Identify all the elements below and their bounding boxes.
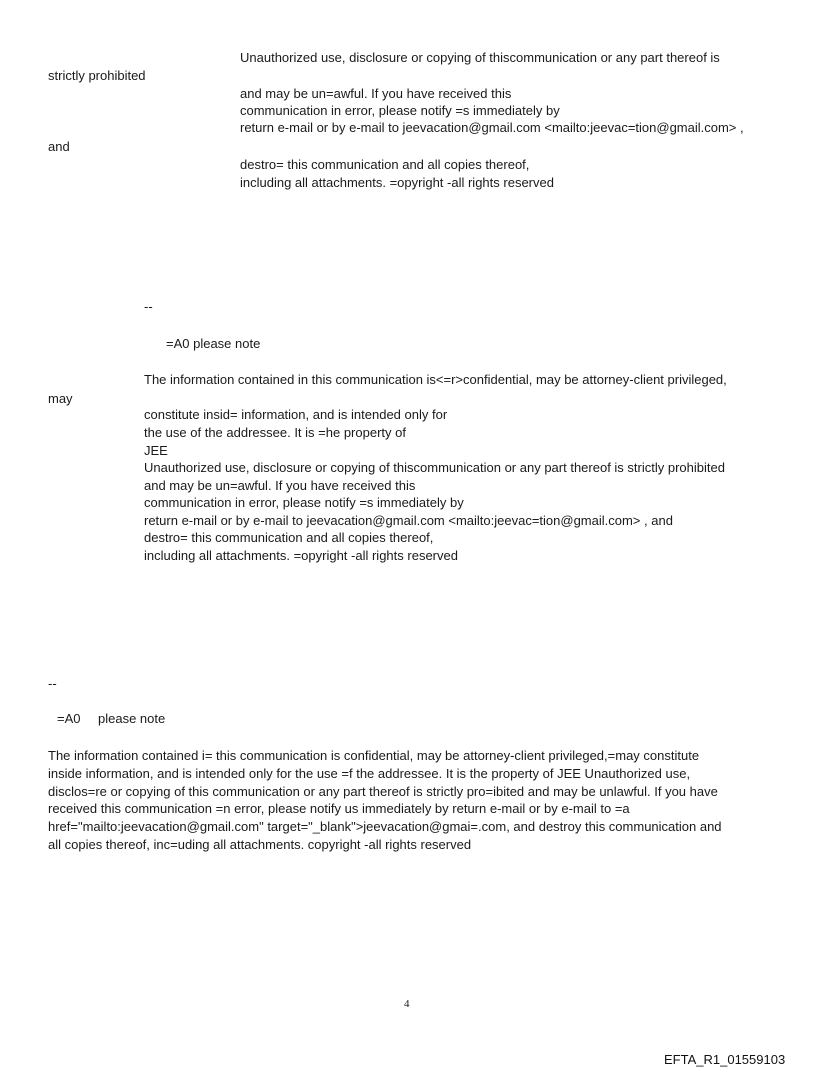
page-number: 4 bbox=[404, 998, 410, 1010]
block3-note-marker: =A0 bbox=[57, 711, 81, 726]
block3-line1: The information contained i= this communication is confidential, may be attorney-client privileged,=may constitute bbox=[48, 748, 700, 763]
block1-line7: destro= this communication and all copies thereof, bbox=[240, 157, 530, 172]
block1-line3: and may be un=awful. If you have received this bbox=[240, 86, 512, 101]
document-id: EFTA_R1_01559103 bbox=[664, 1052, 786, 1067]
block3-line6: all copies thereof, inc=uding all attachments. copyright -all rights reserved bbox=[48, 837, 472, 852]
block1-line4: communication in error, please notify =s immediately by bbox=[240, 103, 560, 118]
block2-please-note: =A0 please note bbox=[166, 336, 261, 351]
block2-line8: communication in error, please notify =s immediately by bbox=[144, 495, 464, 510]
block1-line1: Unauthorized use, disclosure or copying of thiscommunication or any part thereof is bbox=[240, 50, 720, 65]
block2-line10: destro= this communication and all copies thereof, bbox=[144, 530, 434, 545]
block2-line11: including all attachments. =opyright -all rights reserved bbox=[144, 548, 458, 563]
block3-line3: disclos=re or copying of this communication or any part thereof is strictly pro=ibited and may be unlawful. If you have bbox=[48, 784, 718, 799]
block3-line4: received this communication =n error, please notify us immediately by return e-mail or by e-mail to =a bbox=[48, 801, 630, 816]
block2-line4: the use of the addressee. It is =he property of bbox=[144, 425, 406, 440]
block1-line2: strictly prohibited bbox=[48, 68, 146, 83]
block3-line2: inside information, and is intended only for the use =f the addressee. It is the property of JEE Unauthorized use, bbox=[48, 766, 691, 781]
block2-line3: constitute insid= information, and is intended only for bbox=[144, 407, 448, 422]
block3-separator: -- bbox=[48, 676, 57, 691]
block2-line7: and may be un=awful. If you have received this bbox=[144, 478, 416, 493]
block2-line1: The information contained in this communication is<=r>confidential, may be attorney-client privileged, bbox=[144, 372, 727, 387]
block2-line6: Unauthorized use, disclosure or copying of thiscommunication or any part thereof is strictly prohibited bbox=[144, 460, 725, 475]
block2-separator: -- bbox=[144, 299, 153, 314]
block1-line6: and bbox=[48, 139, 70, 154]
block1-line8: including all attachments. =opyright -all rights reserved bbox=[240, 175, 554, 190]
block2-line5: JEE bbox=[144, 443, 168, 458]
block2-line9: return e-mail or by e-mail to jeevacation@gmail.com <mailto:jeevac=tion@gmail.com> , and bbox=[144, 513, 673, 528]
block3-line5: href="mailto:jeevacation@gmail.com" target="_blank">jeevacation@gmai=.com, and destroy this communication and bbox=[48, 819, 722, 834]
block1-line5: return e-mail or by e-mail to jeevacation@gmail.com <mailto:jeevac=tion@gmail.com> , bbox=[240, 120, 744, 135]
block2-line2: may bbox=[48, 391, 73, 406]
block3-please-note: please note bbox=[98, 711, 166, 726]
